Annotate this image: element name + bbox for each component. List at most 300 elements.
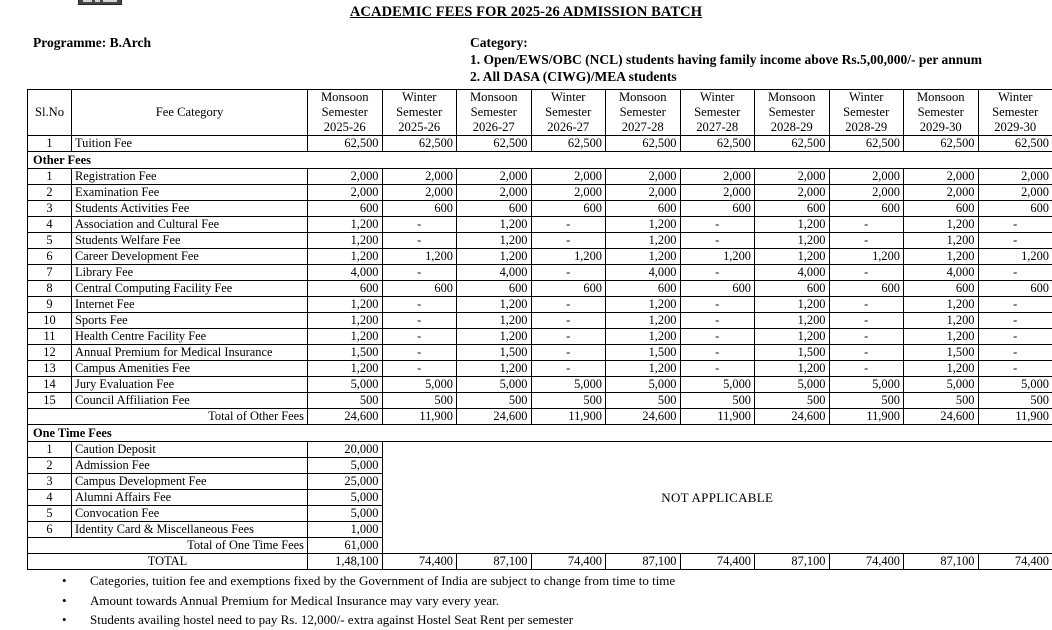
row-fee-name: Examination Fee — [72, 185, 308, 201]
row-value-10: - — [978, 345, 1052, 361]
row-value-7: 1,200 — [755, 297, 830, 313]
row-value-7: 2,000 — [755, 169, 830, 185]
row-value-6: - — [680, 233, 755, 249]
row-value-8: - — [829, 217, 904, 233]
table-row-other-fees-total — [28, 409, 1052, 425]
total-other-fees-value-1: 24,600 — [308, 409, 383, 425]
row-value-9: 500 — [904, 393, 979, 409]
row-value-4: - — [531, 265, 606, 281]
row-value-7: 600 — [755, 281, 830, 297]
row-value-7: 2,000 — [755, 185, 830, 201]
row-value-7: 1,200 — [755, 233, 830, 249]
row-value-6: 600 — [680, 201, 755, 217]
column-header-semester: Semester — [609, 105, 677, 120]
row-value-5: 600 — [606, 281, 681, 297]
row-value-6: - — [680, 361, 755, 377]
column-header-season: Monsoon — [460, 90, 528, 105]
row-value-3: 1,200 — [457, 329, 532, 345]
row-value-3: 1,200 — [457, 313, 532, 329]
row-value-10: 62,500 — [978, 136, 1052, 152]
column-header-semester: Semester — [311, 105, 379, 120]
row-value-8: 5,000 — [829, 377, 904, 393]
row-value-5: 1,200 — [606, 297, 681, 313]
row-value-1: 1,500 — [308, 345, 383, 361]
grand-total-value-9: 87,100 — [904, 554, 979, 570]
column-header-period-4 — [531, 90, 606, 136]
row-value-5: 4,000 — [606, 265, 681, 281]
table-row — [28, 313, 1052, 329]
row-fee-name: Health Centre Facility Fee — [72, 329, 308, 345]
row-value-7: 4,000 — [755, 265, 830, 281]
row-value-9: 1,200 — [904, 329, 979, 345]
row-value-9: 1,200 — [904, 249, 979, 265]
row-fee-name: Campus Development Fee — [72, 474, 308, 490]
row-value-10: - — [978, 361, 1052, 377]
row-value-9: 600 — [904, 201, 979, 217]
row-value-9: 1,200 — [904, 297, 979, 313]
row-value-4: 600 — [531, 281, 606, 297]
row-fee-name: Alumni Affairs Fee — [72, 490, 308, 506]
row-value-5: 1,200 — [606, 217, 681, 233]
row-fee-name: Council Affiliation Fee — [72, 393, 308, 409]
column-header-season: Monsoon — [609, 90, 677, 105]
row-value-5: 1,200 — [606, 249, 681, 265]
total-other-fees-value-9: 24,600 — [904, 409, 979, 425]
row-value-4: - — [531, 329, 606, 345]
row-value-3: 1,200 — [457, 233, 532, 249]
row-value-5: 1,200 — [606, 361, 681, 377]
footnotes — [0, 571, 1052, 630]
row-value-2: - — [382, 217, 457, 233]
row-slno: 3 — [28, 201, 72, 217]
row-value-8: - — [829, 345, 904, 361]
not-applicable-cell: NOT APPLICABLE — [382, 442, 1052, 554]
row-value-9: 1,200 — [904, 361, 979, 377]
column-header-year: 2029-30 — [907, 120, 975, 135]
row-value-5: 1,200 — [606, 329, 681, 345]
row-value-4: 600 — [531, 201, 606, 217]
row-slno: 6 — [28, 249, 72, 265]
row-value-8: 62,500 — [829, 136, 904, 152]
row-value-1: 5,000 — [308, 458, 383, 474]
section-header-other-fees — [28, 152, 1052, 169]
table-row — [28, 201, 1052, 217]
row-value-2: - — [382, 233, 457, 249]
row-value-6: 2,000 — [680, 185, 755, 201]
row-value-3: 5,000 — [457, 377, 532, 393]
row-value-4: 1,200 — [531, 249, 606, 265]
total-other-fees-value-4: 11,900 — [531, 409, 606, 425]
row-value-3: 1,200 — [457, 217, 532, 233]
row-value-2: - — [382, 265, 457, 281]
row-slno: 15 — [28, 393, 72, 409]
row-fee-name: Association and Cultural Fee — [72, 217, 308, 233]
column-header-year: 2027-28 — [684, 120, 752, 135]
row-value-8: - — [829, 329, 904, 345]
footnote-item — [90, 610, 1052, 630]
row-fee-name: Sports Fee — [72, 313, 308, 329]
table-row-grand-total — [28, 554, 1052, 570]
total-other-fees-label: Total of Other Fees — [28, 409, 308, 425]
row-value-2: 2,000 — [382, 169, 457, 185]
row-value-8: - — [829, 265, 904, 281]
row-value-9: 600 — [904, 281, 979, 297]
row-value-10: 2,000 — [978, 185, 1052, 201]
row-slno: 1 — [28, 442, 72, 458]
grand-total-label: TOTAL — [28, 554, 308, 570]
column-header-year: 2028-29 — [758, 120, 826, 135]
row-value-1: 1,200 — [308, 233, 383, 249]
row-slno: 10 — [28, 313, 72, 329]
page-title: ACADEMIC FEES FOR 2025-26 ADMISSION BATCH — [0, 0, 1052, 20]
column-header-season: Winter — [386, 90, 454, 105]
table-header-row — [28, 90, 1052, 136]
row-value-4: - — [531, 345, 606, 361]
row-value-6: 5,000 — [680, 377, 755, 393]
row-value-1: 1,200 — [308, 297, 383, 313]
row-value-2: 5,000 — [382, 377, 457, 393]
column-header-semester: Semester — [982, 105, 1050, 120]
total-one-time-label: Total of One Time Fees — [28, 538, 308, 554]
footnote-text: Categories, tuition fee and exemptions fixed by the Government of India are subject to change from time to time — [90, 573, 675, 588]
table-row — [28, 249, 1052, 265]
row-value-10: - — [978, 313, 1052, 329]
row-value-9: 2,000 — [904, 185, 979, 201]
row-value-10: - — [978, 265, 1052, 281]
row-value-10: 2,000 — [978, 169, 1052, 185]
row-value-8: - — [829, 233, 904, 249]
column-header-semester: Semester — [758, 105, 826, 120]
row-value-3: 62,500 — [457, 136, 532, 152]
table-row — [28, 185, 1052, 201]
row-value-7: 5,000 — [755, 377, 830, 393]
table-row — [28, 329, 1052, 345]
row-value-2: 62,500 — [382, 136, 457, 152]
row-value-4: - — [531, 313, 606, 329]
bullet-icon: • — [62, 571, 67, 591]
academic-fees-table — [27, 89, 1052, 570]
row-value-8: 1,200 — [829, 249, 904, 265]
row-value-4: 5,000 — [531, 377, 606, 393]
footnote-item — [90, 591, 1052, 611]
row-slno: 5 — [28, 506, 72, 522]
row-value-3: 600 — [457, 201, 532, 217]
row-value-1: 4,000 — [308, 265, 383, 281]
institute-logo — [78, 0, 122, 5]
row-fee-name: Students Activities Fee — [72, 201, 308, 217]
total-other-fees-value-7: 24,600 — [755, 409, 830, 425]
grand-total-value-6: 74,400 — [680, 554, 755, 570]
row-value-9: 5,000 — [904, 377, 979, 393]
row-value-5: 500 — [606, 393, 681, 409]
column-header-year: 2026-27 — [460, 120, 528, 135]
total-other-fees-value-10: 11,900 — [978, 409, 1052, 425]
row-value-1: 1,200 — [308, 329, 383, 345]
column-header-year: 2025-26 — [311, 120, 379, 135]
row-slno: 12 — [28, 345, 72, 361]
row-value-8: 600 — [829, 281, 904, 297]
row-value-3: 1,200 — [457, 297, 532, 313]
grand-total-value-10: 74,400 — [978, 554, 1052, 570]
column-header-period-9 — [904, 90, 979, 136]
table-row — [28, 345, 1052, 361]
row-slno: 11 — [28, 329, 72, 345]
section-header-one-time-fees — [28, 425, 1052, 442]
row-value-6: 2,000 — [680, 169, 755, 185]
row-value-1: 600 — [308, 201, 383, 217]
row-value-5: 5,000 — [606, 377, 681, 393]
row-value-10: 600 — [978, 201, 1052, 217]
row-slno: 8 — [28, 281, 72, 297]
row-fee-name: Admission Fee — [72, 458, 308, 474]
row-value-3: 500 — [457, 393, 532, 409]
column-header-year: 2028-29 — [833, 120, 901, 135]
row-fee-name: Internet Fee — [72, 297, 308, 313]
table-row — [28, 393, 1052, 409]
row-value-1: 5,000 — [308, 377, 383, 393]
column-header-season: Winter — [535, 90, 603, 105]
row-value-1: 2,000 — [308, 185, 383, 201]
column-header-period-6 — [680, 90, 755, 136]
row-fee-name: Annual Premium for Medical Insurance — [72, 345, 308, 361]
table-row-tuition — [28, 136, 1052, 152]
table-row — [28, 169, 1052, 185]
row-value-1: 62,500 — [308, 136, 383, 152]
column-header-period-10 — [978, 90, 1052, 136]
row-value-10: - — [978, 297, 1052, 313]
row-value-5: 1,500 — [606, 345, 681, 361]
row-value-1: 25,000 — [308, 474, 383, 490]
row-value-1: 500 — [308, 393, 383, 409]
row-value-3: 1,500 — [457, 345, 532, 361]
table-row — [28, 361, 1052, 377]
row-value-7: 1,200 — [755, 361, 830, 377]
row-value-10: - — [978, 329, 1052, 345]
row-value-7: 600 — [755, 201, 830, 217]
row-slno: 3 — [28, 474, 72, 490]
row-value-3: 1,200 — [457, 249, 532, 265]
column-header-period-2 — [382, 90, 457, 136]
row-slno: 6 — [28, 522, 72, 538]
row-value-1: 5,000 — [308, 490, 383, 506]
category-line-2: 2. All DASA (CIWG)/MEA students — [470, 68, 1052, 85]
total-other-fees-value-6: 11,900 — [680, 409, 755, 425]
row-fee-name: Identity Card & Miscellaneous Fees — [72, 522, 308, 538]
table-header — [28, 90, 1052, 136]
grand-total-value-4: 74,400 — [531, 554, 606, 570]
column-header-semester: Semester — [386, 105, 454, 120]
column-header-period-8 — [829, 90, 904, 136]
row-fee-name: Convocation Fee — [72, 506, 308, 522]
row-value-8: - — [829, 361, 904, 377]
row-fee-name: Jury Evaluation Fee — [72, 377, 308, 393]
row-value-5: 2,000 — [606, 169, 681, 185]
row-value-4: 2,000 — [531, 185, 606, 201]
total-other-fees-value-8: 11,900 — [829, 409, 904, 425]
row-value-1: 600 — [308, 281, 383, 297]
row-value-4: - — [531, 233, 606, 249]
category-line-1: 1. Open/EWS/OBC (NCL) students having family income above Rs.5,00,000/- per annum — [470, 51, 1052, 68]
row-value-2: 500 — [382, 393, 457, 409]
row-fee-name: Library Fee — [72, 265, 308, 281]
row-value-7: 1,200 — [755, 217, 830, 233]
row-value-6: - — [680, 217, 755, 233]
table-row — [28, 281, 1052, 297]
row-value-2: - — [382, 329, 457, 345]
row-value-5: 62,500 — [606, 136, 681, 152]
footnote-text: Amount towards Annual Premium for Medical Insurance may vary every year. — [90, 593, 499, 608]
row-value-4: - — [531, 361, 606, 377]
row-value-4: - — [531, 297, 606, 313]
row-value-1: 1,200 — [308, 217, 383, 233]
row-value-6: - — [680, 329, 755, 345]
row-value-8: 2,000 — [829, 169, 904, 185]
column-header-season: Monsoon — [907, 90, 975, 105]
table-row — [28, 233, 1052, 249]
row-value-6: 1,200 — [680, 249, 755, 265]
row-value-10: 500 — [978, 393, 1052, 409]
row-value-9: 1,500 — [904, 345, 979, 361]
row-value-2: 1,200 — [382, 249, 457, 265]
row-slno: 9 — [28, 297, 72, 313]
row-value-10: 5,000 — [978, 377, 1052, 393]
row-slno: 1 — [28, 169, 72, 185]
row-value-6: - — [680, 313, 755, 329]
total-other-fees-value-5: 24,600 — [606, 409, 681, 425]
row-value-10: 600 — [978, 281, 1052, 297]
row-value-2: 600 — [382, 201, 457, 217]
total-other-fees-value-3: 24,600 — [457, 409, 532, 425]
row-fee-name: Caution Deposit — [72, 442, 308, 458]
row-value-4: 500 — [531, 393, 606, 409]
fees-table-container — [27, 89, 1052, 570]
row-value-10: - — [978, 233, 1052, 249]
column-header-season: Winter — [982, 90, 1050, 105]
row-fee-name: Registration Fee — [72, 169, 308, 185]
grand-total-value-2: 74,400 — [382, 554, 457, 570]
column-header-semester: Semester — [535, 105, 603, 120]
row-value-7: 1,200 — [755, 249, 830, 265]
row-value-9: 2,000 — [904, 169, 979, 185]
row-value-10: - — [978, 217, 1052, 233]
row-value-3: 1,200 — [457, 361, 532, 377]
row-value-6: 600 — [680, 281, 755, 297]
grand-total-value-3: 87,100 — [457, 554, 532, 570]
column-header-period-7 — [755, 90, 830, 136]
row-slno: 13 — [28, 361, 72, 377]
row-value-4: 2,000 — [531, 169, 606, 185]
row-value-1: 5,000 — [308, 506, 383, 522]
row-value-2: 600 — [382, 281, 457, 297]
table-row — [28, 442, 1052, 458]
row-value-6: 62,500 — [680, 136, 755, 152]
column-header-year: 2026-27 — [535, 120, 603, 135]
bullet-icon: • — [62, 591, 67, 611]
row-fee-name: Students Welfare Fee — [72, 233, 308, 249]
row-slno: 1 — [28, 136, 72, 152]
column-header-slno: Sl.No — [28, 90, 72, 136]
row-value-9: 1,200 — [904, 217, 979, 233]
row-value-9: 62,500 — [904, 136, 979, 152]
footnote-text: Students availing hostel need to pay Rs. 12,000/- extra against Hostel Seat Rent per semester — [90, 612, 573, 627]
row-value-2: - — [382, 361, 457, 377]
column-header-season: Monsoon — [311, 90, 379, 105]
row-value-7: 62,500 — [755, 136, 830, 152]
row-value-3: 4,000 — [457, 265, 532, 281]
row-value-3: 2,000 — [457, 185, 532, 201]
row-value-5: 1,200 — [606, 313, 681, 329]
total-other-fees-value-2: 11,900 — [382, 409, 457, 425]
row-value-2: - — [382, 345, 457, 361]
column-header-year: 2025-26 — [386, 120, 454, 135]
row-value-7: 1,200 — [755, 329, 830, 345]
row-fee-name: Career Development Fee — [72, 249, 308, 265]
row-slno: 14 — [28, 377, 72, 393]
column-header-period-1 — [308, 90, 383, 136]
row-value-8: 2,000 — [829, 185, 904, 201]
row-value-8: 500 — [829, 393, 904, 409]
grand-total-value-7: 87,100 — [755, 554, 830, 570]
row-value-2: - — [382, 297, 457, 313]
row-value-8: - — [829, 313, 904, 329]
row-value-6: - — [680, 297, 755, 313]
row-fee-name: Tuition Fee — [72, 136, 308, 152]
row-value-1: 1,000 — [308, 522, 383, 538]
row-value-6: 500 — [680, 393, 755, 409]
row-value-9: 1,200 — [904, 313, 979, 329]
row-value-9: 1,200 — [904, 233, 979, 249]
row-slno: 2 — [28, 458, 72, 474]
row-value-2: 2,000 — [382, 185, 457, 201]
column-header-season: Monsoon — [758, 90, 826, 105]
row-value-10: 1,200 — [978, 249, 1052, 265]
row-fee-name: Campus Amenities Fee — [72, 361, 308, 377]
row-slno: 4 — [28, 490, 72, 506]
column-header-semester: Semester — [907, 105, 975, 120]
row-value-8: 600 — [829, 201, 904, 217]
column-header-semester: Semester — [833, 105, 901, 120]
row-value-7: 1,200 — [755, 313, 830, 329]
total-one-time-value: 61,000 — [308, 538, 383, 554]
row-value-5: 1,200 — [606, 233, 681, 249]
header-info — [0, 34, 1052, 85]
column-header-semester: Semester — [684, 105, 752, 120]
table-row — [28, 297, 1052, 313]
row-value-6: - — [680, 345, 755, 361]
row-value-6: - — [680, 265, 755, 281]
row-value-4: 62,500 — [531, 136, 606, 152]
category-block — [470, 34, 1052, 85]
row-value-2: - — [382, 313, 457, 329]
programme-label: Programme: B.Arch — [33, 34, 470, 85]
section-header-label: Other Fees — [28, 152, 1052, 169]
row-value-1: 2,000 — [308, 169, 383, 185]
grand-total-value-8: 74,400 — [829, 554, 904, 570]
row-value-1: 1,200 — [308, 313, 383, 329]
row-slno: 5 — [28, 233, 72, 249]
row-value-1: 1,200 — [308, 361, 383, 377]
grand-total-value-1: 1,48,100 — [308, 554, 383, 570]
row-value-3: 600 — [457, 281, 532, 297]
table-body — [28, 136, 1052, 570]
row-value-4: - — [531, 217, 606, 233]
table-row — [28, 377, 1052, 393]
grand-total-value-5: 87,100 — [606, 554, 681, 570]
row-value-5: 600 — [606, 201, 681, 217]
column-header-year: 2027-28 — [609, 120, 677, 135]
row-value-9: 4,000 — [904, 265, 979, 281]
row-value-1: 20,000 — [308, 442, 383, 458]
